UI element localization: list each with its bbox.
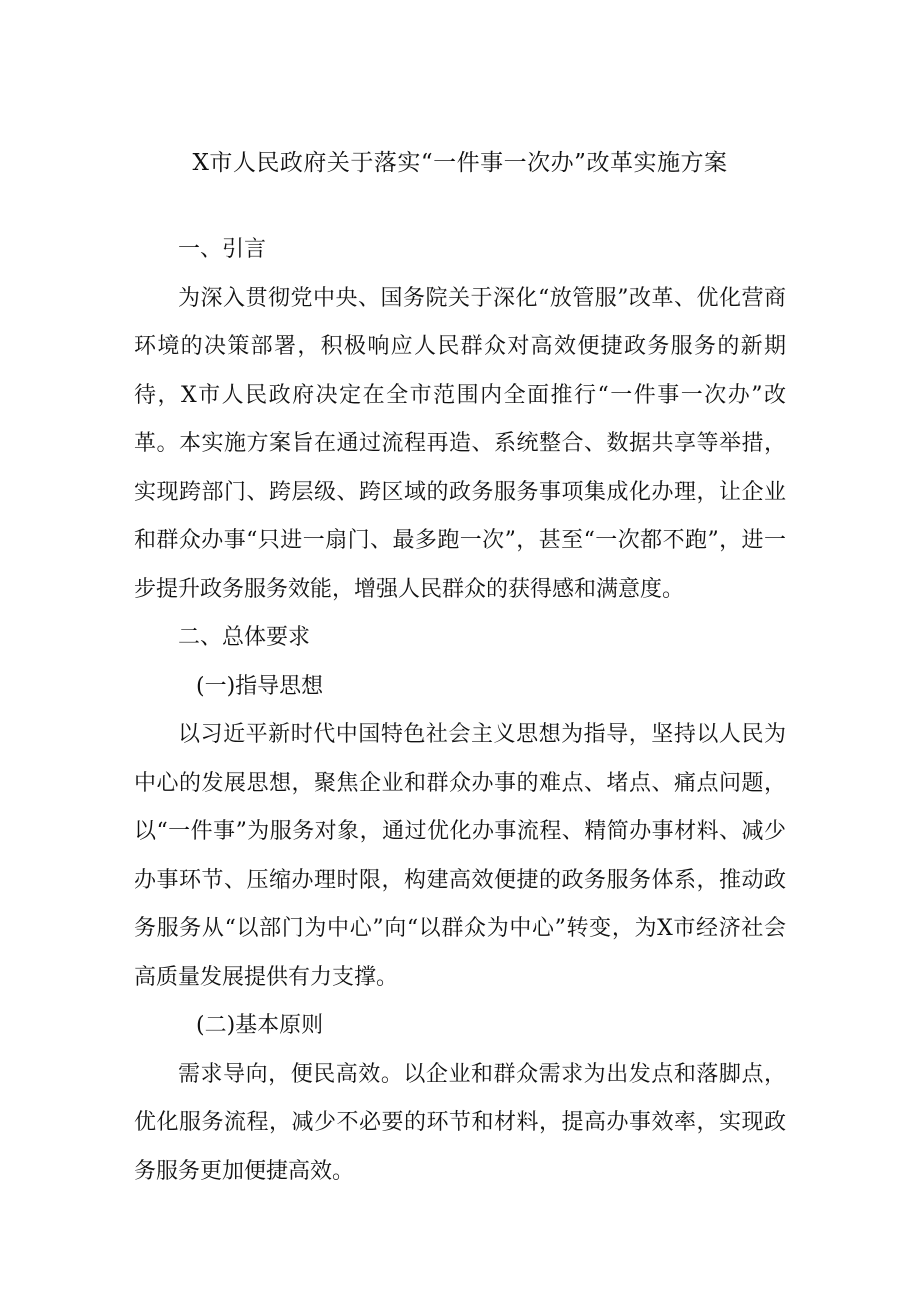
subsection-heading-basic-principles: (二)基本原则: [196, 1013, 324, 1038]
document-body: [134, 226, 786, 1196]
section-heading-general-requirements: 二、总体要求: [178, 625, 311, 650]
paragraph-introduction: 为深入贯彻党中央、国务院关于深化“放管服”改革、优化营商环境的决策部署，积极响应人民群众对高效便捷政务服务的新期待，X市人民政府决定在全市范围内全面推行“一件事一次办”改革。本实施方案旨在通过流程再造、系统整合、数据共享等举措，实现跨部门、跨层级、跨区域的政务服务事项集成化办理，让企业和群众办事“只进一扇门、最多跑一次”，甚至“一次都不跑”，进一步提升政务服务效能，增强人民群众的获得感和满意度。: [134, 285, 786, 602]
paragraph-basic-principles: 需求导向，便民高效。以企业和群众需求为出发点和落脚点，优化服务流程，减少不必要的环节和材料，提高办事效率，实现政务服务更加便捷高效。: [134, 1061, 786, 1184]
paragraph-guiding-ideology: 以习近平新时代中国特色社会主义思想为指导，坚持以人民为中心的发展思想，聚焦企业和群众办事的难点、堵点、痛点问题，以“一件事”为服务对象，通过优化办事流程、精简办事材料、减少办事环节、压缩办理时限，构建高效便捷的政务服务体系，推动政务服务从“以部门为中心”向“以群众为中心”转变，为X市经济社会高质量发展提供有力支撑。: [134, 722, 786, 990]
subsection-heading-guiding-ideology: (一)指导思想: [196, 673, 324, 699]
section-heading-introduction: 一、引言: [178, 237, 267, 262]
document-title: X市人民政府关于落实“一件事一次办”改革实施方案: [192, 150, 728, 176]
